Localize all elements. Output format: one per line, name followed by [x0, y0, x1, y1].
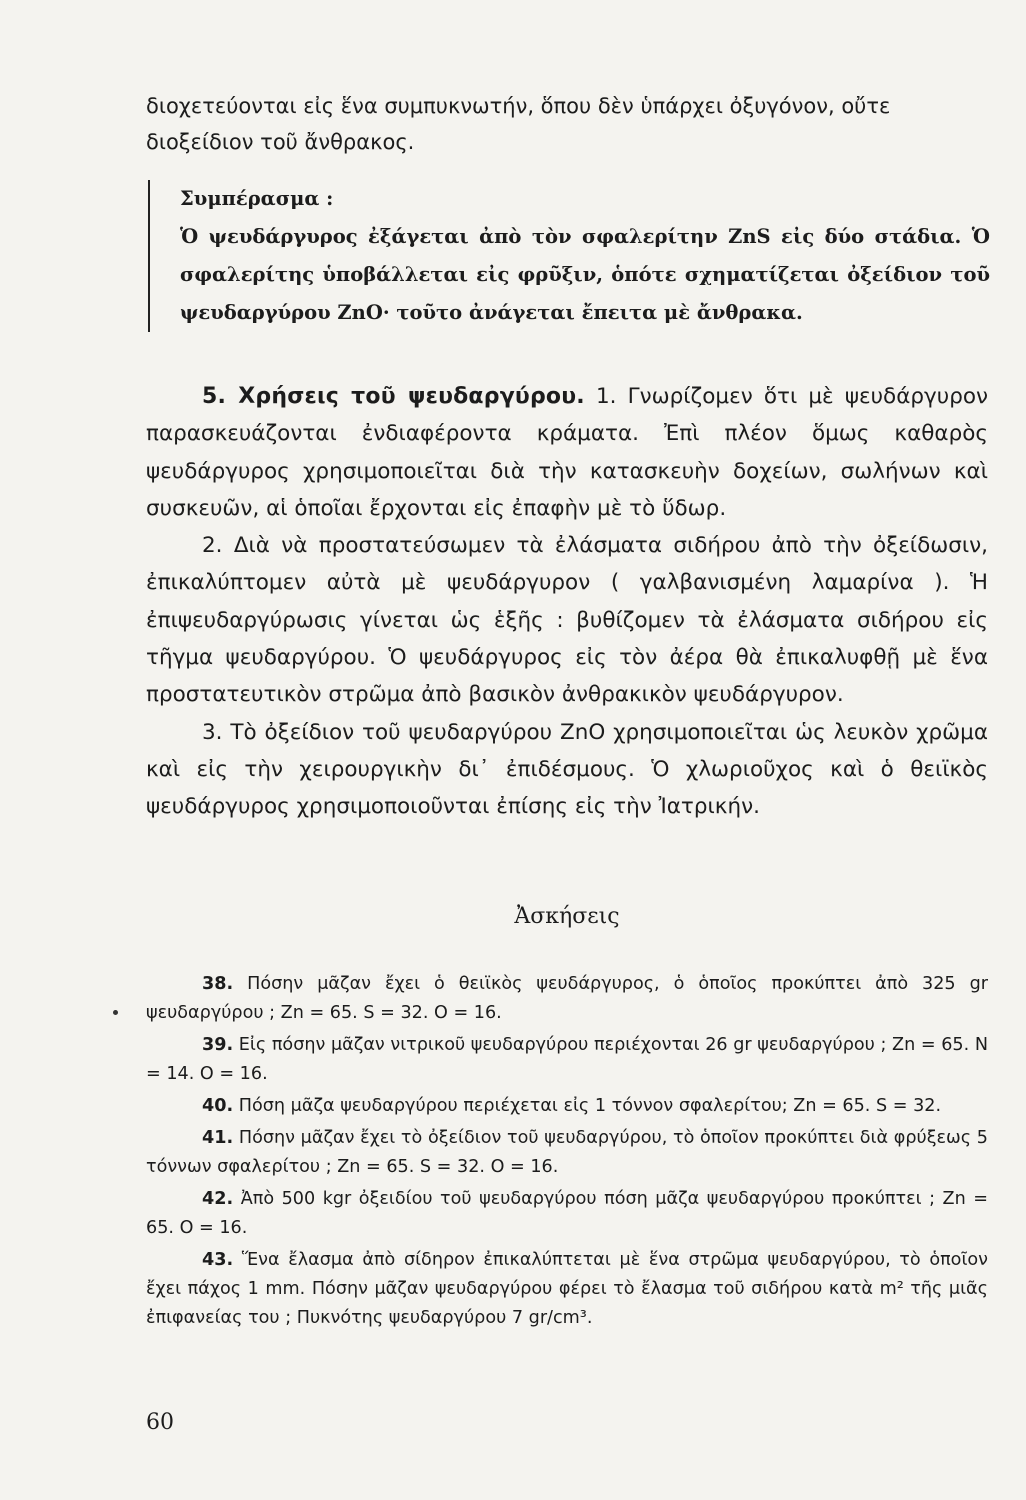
- exercise-item: [146, 1092, 988, 1121]
- exercises-title: Ἀσκήσεις: [514, 904, 620, 929]
- exercise-number: 40.: [202, 1096, 234, 1116]
- section-title: 5. Χρήσεις τοῦ ψευδαργύρου.: [202, 384, 585, 409]
- exercise-number: 43.: [202, 1250, 234, 1270]
- section-paragraph-1: [146, 378, 988, 527]
- exercise-text: Πόσην μᾶζαν ἔχει τὸ ὀξείδιον τοῦ ψευδαργύρου, τὸ ὁποῖον προκύπτει διὰ φρύξεως 5 τόννων σφαλερίτου ; Zn = 65. S = 32. O = 16.: [146, 1128, 988, 1177]
- intro-paragraph: διοχετεύονται εἰς ἕνα συμπυκνωτήν, ὅπου δὲν ὑπάρχει ὀξυγόνον, οὔτε διοξείδιον τοῦ ἄνθρακος.: [146, 94, 891, 154]
- conclusion-text: Ὁ ψευδάργυρος ἐξάγεται ἀπὸ τὸν σφαλερίτην ZnS εἰς δύο στάδια. Ὁ σφαλερίτης ὑποβάλλεται εἰς φρῦξιν, ὁπότε σχηματίζεται ὀξείδιον τοῦ ψευδαργύρου ZnO· τοῦτο ἀνάγεται ἔπειτα μὲ ἄνθρακα.: [180, 225, 990, 324]
- conclusion-box: [148, 180, 990, 332]
- exercise-text: Ἀπὸ 500 kgr ὀξειδίου τοῦ ψευδαργύρου πόση μᾶζα ψευδαργύρου προκύπτει ; Zn = 65. O = 16.: [146, 1189, 988, 1238]
- section-paragraph-3: 3. Τὸ ὀξείδιον τοῦ ψευδαργύρου ZnO χρησιμοποιεῖται ὡς λευκὸν χρῶμα καὶ εἰς τὴν χειρουργικὴν δι᾿ ἐπιδέσμους. Ὁ χλωριοῦχος καὶ ὁ θειϊκὸς ψευδάργυρος χρησιμοποιοῦνται ἐπίσης εἰς τὴν Ἰατρικήν.: [146, 719, 988, 820]
- section-paragraph-1-text: 1. Γνωρίζομεν ὅτι μὲ ψευδάργυρον παρασκευάζονται ἐνδιαφέροντα κράματα. Ἐπὶ πλέον ὅμως καθαρὸς ψευδάργυρος χρησιμοποιεῖται διὰ τὴν κατασκευὴν δοχείων, σωλήνων καὶ συσκευῶν, αἱ ὁποῖαι ἔρχονται εἰς ἐπαφὴν μὲ τὸ ὕδωρ.: [146, 384, 989, 521]
- exercise-text: Πόση μᾶζα ψευδαργύρου περιέχεται εἰς 1 τόννον σφαλερίτου; Zn = 65. S = 32.: [233, 1096, 942, 1116]
- margin-dot: [113, 1010, 118, 1015]
- exercise-number: 39.: [202, 1035, 234, 1055]
- exercise-text: Πόσην μᾶζαν ἔχει ὁ θειϊκὸς ψευδάργυρος, ὁ ὁποῖος προκύπτει ἀπὸ 325 gr ψευδαργύρου ; Zn = 65. S = 32. O = 16.: [146, 974, 988, 1023]
- exercise-item: [146, 970, 988, 1028]
- exercises-list: [146, 970, 988, 1336]
- exercise-number: 38.: [202, 974, 234, 994]
- exercise-item: [146, 1031, 988, 1089]
- section-paragraph-2: 2. Διὰ νὰ προστατεύσωμεν τὰ ἐλάσματα σιδήρου ἀπὸ τὴν ὀξείδωσιν, ἐπικαλύπτομεν αὐτὰ μὲ ψευδάργυρον ( γαλβανισμένη λαμαρίνα ). Ἡ ἐπιψευδαργύρωσις γίνεται ὡς ἑξῆς : βυθίζομεν τὰ ἐλάσματα σιδήρου εἰς τῆγμα ψευδαργύρου. Ὁ ψευδάργυρος εἰς τὸν ἀέρα θὰ ἐπικαλυφθῇ μὲ ἕνα προστατευτικὸν στρῶμα ἀπὸ βασικὸν ἀνθρακικὸν ψευδάργυρον.: [146, 533, 988, 708]
- page-number: 60: [146, 1410, 174, 1435]
- conclusion-heading: Συμπέρασμα :: [180, 187, 334, 210]
- exercise-number: 42.: [202, 1189, 234, 1209]
- exercise-item: [146, 1246, 988, 1333]
- exercise-text: Ἕνα ἔλασμα ἀπὸ σίδηρον ἐπικαλύπτεται μὲ ἕνα στρῶμα ψευδαργύρου, τὸ ὁποῖον ἔχει πάχος 1 mm. Πόσην μᾶζαν ψευδαργύρου φέρει τὸ ἔλασμα τοῦ σιδήρου κατὰ m² τῆς μιᾶς ἐπιφανείας του ; Πυκνότης ψευδαργύρου 7 gr/cm³.: [146, 1250, 988, 1328]
- section-uses: [146, 378, 988, 826]
- exercise-item: [146, 1185, 988, 1243]
- exercise-item: [146, 1124, 988, 1182]
- exercise-text: Εἰς πόσην μᾶζαν νιτρικοῦ ψευδαργύρου περιέχονται 26 gr ψευδαργύρου ; Zn = 65. N = 14. O = 16.: [146, 1035, 988, 1084]
- exercise-number: 41.: [202, 1128, 234, 1148]
